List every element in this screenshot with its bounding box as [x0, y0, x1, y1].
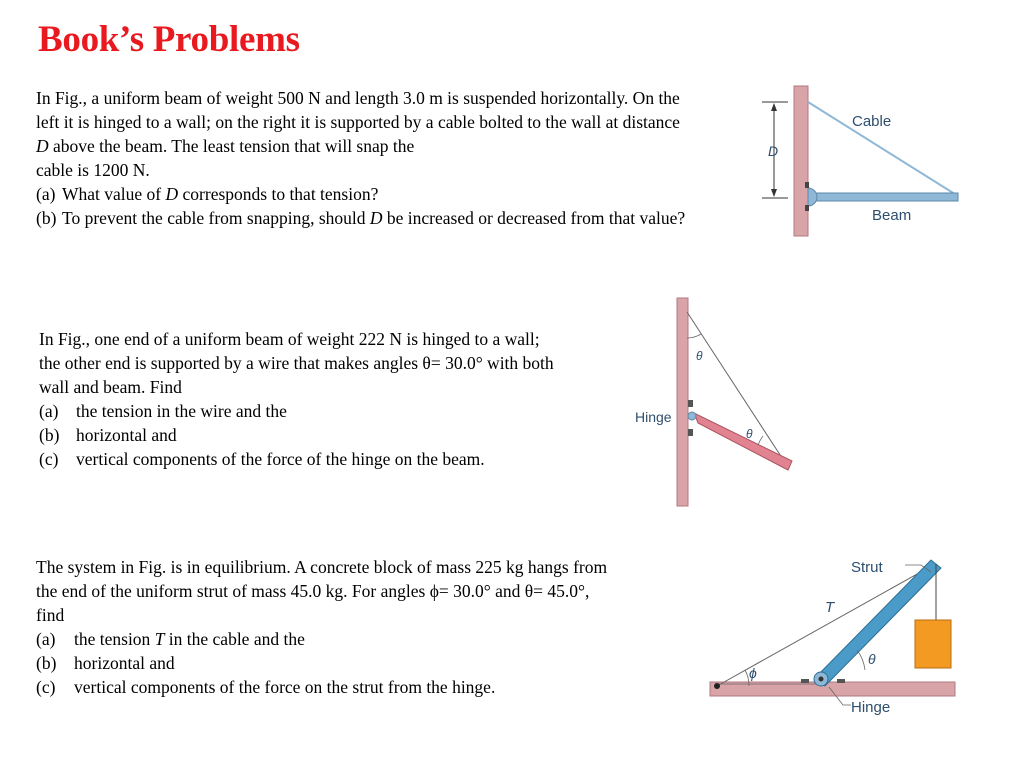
problem-3-item-a: (a) the tension T in the cable and the [36, 629, 305, 649]
problem-1-intro: In Fig., a uniform beam of weight 500 N and length 3.0 m is suspended horizontally. On the left it is hinged to a wall; on the right it is supported by a cable bolted to the wall at distance D above the beam. The least tension that will snap the [36, 88, 680, 156]
problem-2-intro-3: wall and beam. Find [39, 377, 182, 397]
problem-2-intro-1: In Fig., one end of a uniform beam of weight 222 N is hinged to a wall; [39, 329, 540, 349]
problem-2-item-b: (b) horizontal and [39, 425, 177, 445]
problem-3-item-c: (c) vertical components of the force on the strut from the hinge. [36, 677, 496, 697]
wall [794, 86, 808, 236]
problem-3-intro-2: the end of the uniform strut of mass 45.0 kg. For angles ϕ= 30.0° and θ= 45.0°, [36, 581, 590, 601]
problem-1 [36, 86, 696, 230]
problem-1-item-b: (b) To prevent the cable from snapping, should D be increased or decreased from that value? [36, 208, 686, 228]
problem-3 [36, 555, 701, 699]
t-label: T [825, 599, 835, 616]
cable-label: Cable [852, 113, 892, 130]
theta-top-label: θ [696, 349, 703, 363]
figure-strut-block [705, 552, 960, 722]
problem-1-item-a: (a) What value of D corresponds to that tension? [36, 184, 379, 204]
figure-cable-beam [752, 82, 967, 242]
strut-label: Strut [851, 559, 883, 576]
hinge [808, 188, 817, 206]
beam-label: Beam [872, 207, 912, 224]
figure-hinged-beam [630, 296, 800, 511]
beam [694, 413, 792, 470]
problem-2-item-c: (c) vertical components of the force of the hinge on the beam. [39, 449, 485, 469]
problem-3-intro-3: find [36, 605, 65, 625]
hinge-label: Hinge [635, 409, 672, 425]
page-title: Book’s Problems [38, 19, 300, 60]
problem-2-intro-2: the other end is supported by a wire that makes angles θ= 30.0° with both [39, 353, 554, 373]
d-label: D [768, 143, 779, 159]
problem-1-line2: cable is 1200 N. [36, 160, 150, 180]
beam [808, 193, 958, 201]
hinge-label: Hinge [851, 699, 891, 716]
theta-label: θ [868, 651, 876, 667]
hinge [688, 412, 696, 420]
problem-2-item-a: (a) the tension in the wire and the [39, 401, 287, 421]
theta-bottom-label: θ [746, 427, 753, 441]
phi-label: ϕ [749, 665, 757, 681]
problem-3-intro-1: The system in Fig. is in equilibrium. A concrete block of mass 225 kg hangs from [36, 557, 608, 577]
concrete-block [915, 620, 951, 668]
problem-3-item-b: (b) horizontal and [36, 653, 175, 673]
problem-2 [39, 327, 639, 471]
wall [677, 298, 688, 506]
